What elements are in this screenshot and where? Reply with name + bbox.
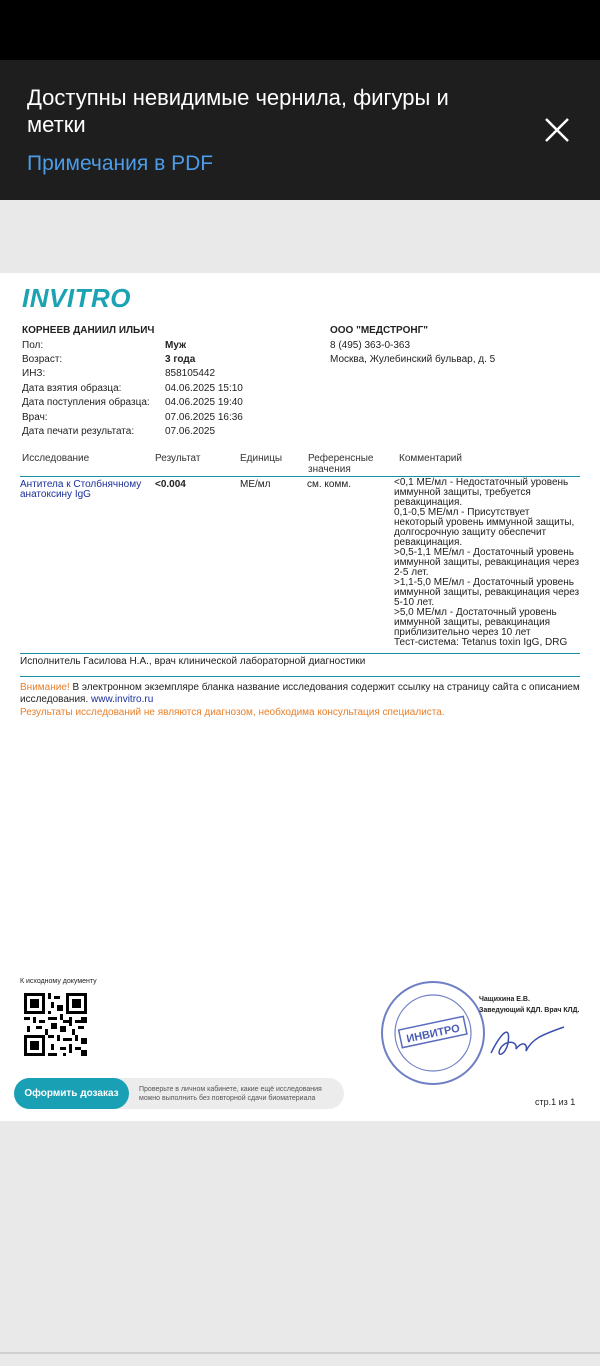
signer-name: Чащихина Е.В. xyxy=(479,996,530,1003)
qr-code[interactable] xyxy=(24,993,87,1056)
value-age: 3 года xyxy=(165,354,196,365)
col-units: Единицы xyxy=(240,453,283,464)
study-link-line1[interactable]: Антитела к Столбнячному xyxy=(20,479,142,490)
close-icon xyxy=(541,114,573,146)
value-doctor: 07.06.2025 16:36 xyxy=(165,412,243,423)
col-ref-2: значения xyxy=(308,464,351,475)
signer-title: Заведующий КДЛ. Врач КЛД. xyxy=(479,1007,580,1014)
org-address: Москва, Жулебинский бульвар, д. 5 xyxy=(330,354,496,365)
col-comment: Комментарий xyxy=(399,453,462,464)
order-note: Проверьте в личном кабинете, какие ещё исследования можно выполнить без повторной сдачи биоматериала xyxy=(139,1086,322,1102)
result-value: <0.004 xyxy=(155,479,186,490)
page-number: стр.1 из 1 xyxy=(535,1097,576,1107)
study-link-line2[interactable]: анатоксину IgG xyxy=(20,489,91,500)
lab-stamp xyxy=(380,980,486,1086)
banner-title: Доступны невидимые чернила, фигуры и метки xyxy=(27,85,449,137)
col-study: Исследование xyxy=(22,453,90,464)
value-print-date: 07.06.2025 xyxy=(165,426,216,437)
org-phone: 8 (495) 363-0-363 xyxy=(330,340,411,351)
invitro-link[interactable]: www.invitro.ru xyxy=(91,694,154,705)
col-result: Результат xyxy=(155,453,201,464)
status-bar xyxy=(0,0,600,60)
svg-text:ИНВИТРО: ИНВИТРО xyxy=(405,1022,461,1046)
disclaimer: Результаты исследований не являются диагнозом, необходима консультация специалиста. xyxy=(20,707,445,718)
notice-line2: исследования. www.invitro.ru xyxy=(20,694,154,705)
org-name: ООО "МЕДСТРОНГ" xyxy=(330,325,429,336)
close-button[interactable] xyxy=(541,114,573,146)
patient-name: КОРНЕЕВ ДАНИИЛ ИЛЬИЧ xyxy=(22,325,155,336)
qr-label: К исходному документу xyxy=(20,978,97,985)
notice-rule xyxy=(20,676,580,677)
performer: Исполнитель Гасилова Н.А., врач клинической лабораторной диагностики xyxy=(20,656,366,667)
label-sex: Пол: xyxy=(22,340,44,351)
result-ref: см. комм. xyxy=(307,479,352,490)
table-bottom-rule xyxy=(20,653,580,654)
value-inz: 858105442 xyxy=(165,368,216,379)
value-sample-date: 04.06.2025 15:10 xyxy=(165,383,243,394)
label-doctor: Врач: xyxy=(22,412,48,423)
label-print-date: Дата печати результата: xyxy=(22,426,135,437)
col-ref-1: Референсные xyxy=(308,453,374,464)
reorder-button[interactable]: Оформить дозаказ xyxy=(14,1078,129,1109)
label-sample-date: Дата взятия образца: xyxy=(22,383,122,394)
bottom-divider xyxy=(0,1352,600,1354)
pdf-notes-link[interactable]: Примечания в PDF xyxy=(27,152,214,175)
value-sex: Муж xyxy=(165,340,187,351)
notice-line1: Внимание! В электронном экземпляре бланка название исследования содержит ссылку на страницу сайта с описанием xyxy=(20,682,580,693)
invitro-logo: INVITRO xyxy=(22,283,131,313)
label-age: Возраст: xyxy=(22,354,63,365)
result-units: МЕ/мл xyxy=(240,479,271,490)
doctor-signature xyxy=(486,1013,566,1063)
pdf-page xyxy=(0,273,600,1121)
notice-warning: Внимание! xyxy=(20,682,70,693)
value-receipt-date: 04.06.2025 19:40 xyxy=(165,397,243,408)
result-comment: <0,1 МЕ/мл - Недостаточный уровень иммунной защиты, требуется ревакцинация. 0,1-0,5 МЕ/мл - Присутствует некоторый уровень иммунной защиты, долгосрочную защиту обеспечит ревакцинация. >0,5-1,1 МЕ/мл - Достаточный уровень иммунной защиты, ревакцинация через 2-5 лет. >1,1-5,0 МЕ/мл - Достаточный уровень иммунной защиты, ревакцинация через 5-10 лет. >5,0 МЕ/мл - Достаточный уровень иммунной защиты, ревакцинация приблизительно через 10 лет Тест-система: Tetanus toxin IgG, DRG xyxy=(394,477,580,648)
label-receipt-date: Дата поступления образца: xyxy=(22,397,150,408)
label-inz: ИНЗ: xyxy=(22,368,46,379)
